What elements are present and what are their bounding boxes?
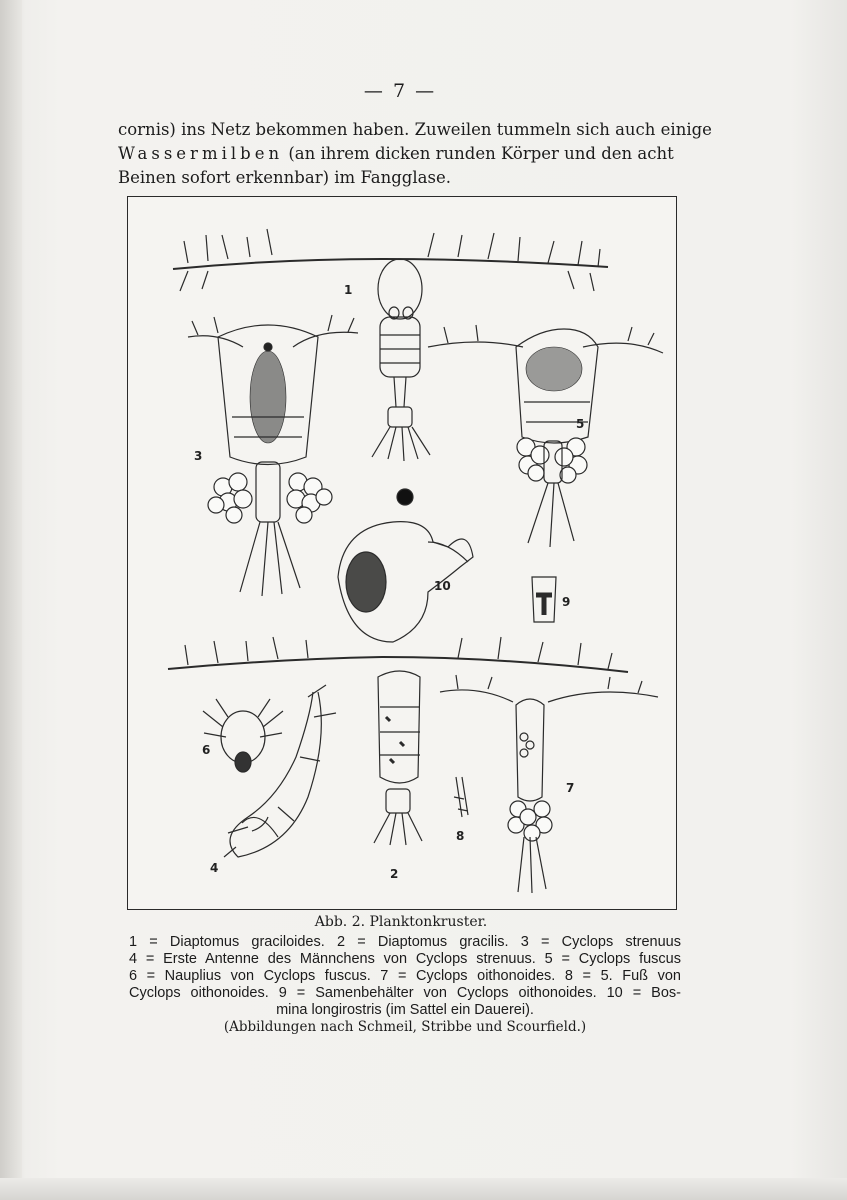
- figure-label-10: 10: [434, 579, 451, 593]
- figure-label-4: 4: [210, 861, 219, 875]
- text-line-2: [118, 142, 690, 166]
- text-line-3: Beinen sofort erkennbar) im Fangglase.: [118, 168, 451, 187]
- caption-line: 1 = Diaptomus graciloides. 2 = Diaptomus gracilis. 3 = Cyclops strenuus: [129, 934, 681, 950]
- plankton-illustration: [128, 197, 676, 909]
- figure-caption: [129, 934, 681, 1036]
- specimen-8: [454, 777, 468, 817]
- specimen-3: [188, 315, 358, 596]
- figure-label-5: 5: [576, 417, 585, 431]
- page-number: — 7 —: [363, 80, 437, 102]
- figure-label-9: 9: [562, 595, 571, 609]
- page-edge-shadow: [0, 0, 22, 1200]
- figure-label-2: 2: [390, 867, 399, 881]
- specimen-7: [440, 675, 658, 893]
- specimen-6: [203, 699, 283, 772]
- caption-line: 4 = Erste Antenne des Männchens von Cyclops strenuus. 5 = Cyclops fuscus: [129, 951, 681, 967]
- plankton-figure: [127, 196, 677, 910]
- specimen-2: [168, 637, 628, 845]
- body-paragraph: [118, 118, 712, 190]
- figure-label-1: 1: [344, 283, 353, 297]
- caption-line: mina longirostris (im Sattel ein Dauerei).: [276, 1002, 534, 1018]
- caption-line: 6 = Nauplius von Cyclops fuscus. 7 = Cyclops oithonoides. 8 = 5. Fuß von: [129, 968, 681, 984]
- spaced-word: Wassermilben: [118, 144, 284, 163]
- specimen-9: [532, 577, 556, 622]
- page-bottom-shadow: [0, 1178, 847, 1200]
- specimen-10: [338, 489, 473, 642]
- figure-label-3: 3: [194, 449, 203, 463]
- figure-title: Abb. 2. Planktonkruster.: [314, 914, 488, 930]
- caption-line: Cyclops oithonoides. 9 = Samenbehälter von Cyclops oithonoides. 10 = Bos-: [129, 985, 681, 1001]
- figure-label-7: 7: [566, 781, 575, 795]
- specimen-5: [428, 325, 663, 547]
- caption-credits: (Abbildungen nach Schmeil, Stribbe und Scourfield.): [223, 1019, 587, 1035]
- figure-label-8: 8: [456, 829, 465, 843]
- text-line-2-rest: (an ihrem dicken runden Körper und den acht: [288, 144, 674, 163]
- figure-label-6: 6: [202, 743, 211, 757]
- text-line-1: cornis) ins Netz bekommen haben. Zuweilen tummeln sich auch einige: [118, 120, 712, 139]
